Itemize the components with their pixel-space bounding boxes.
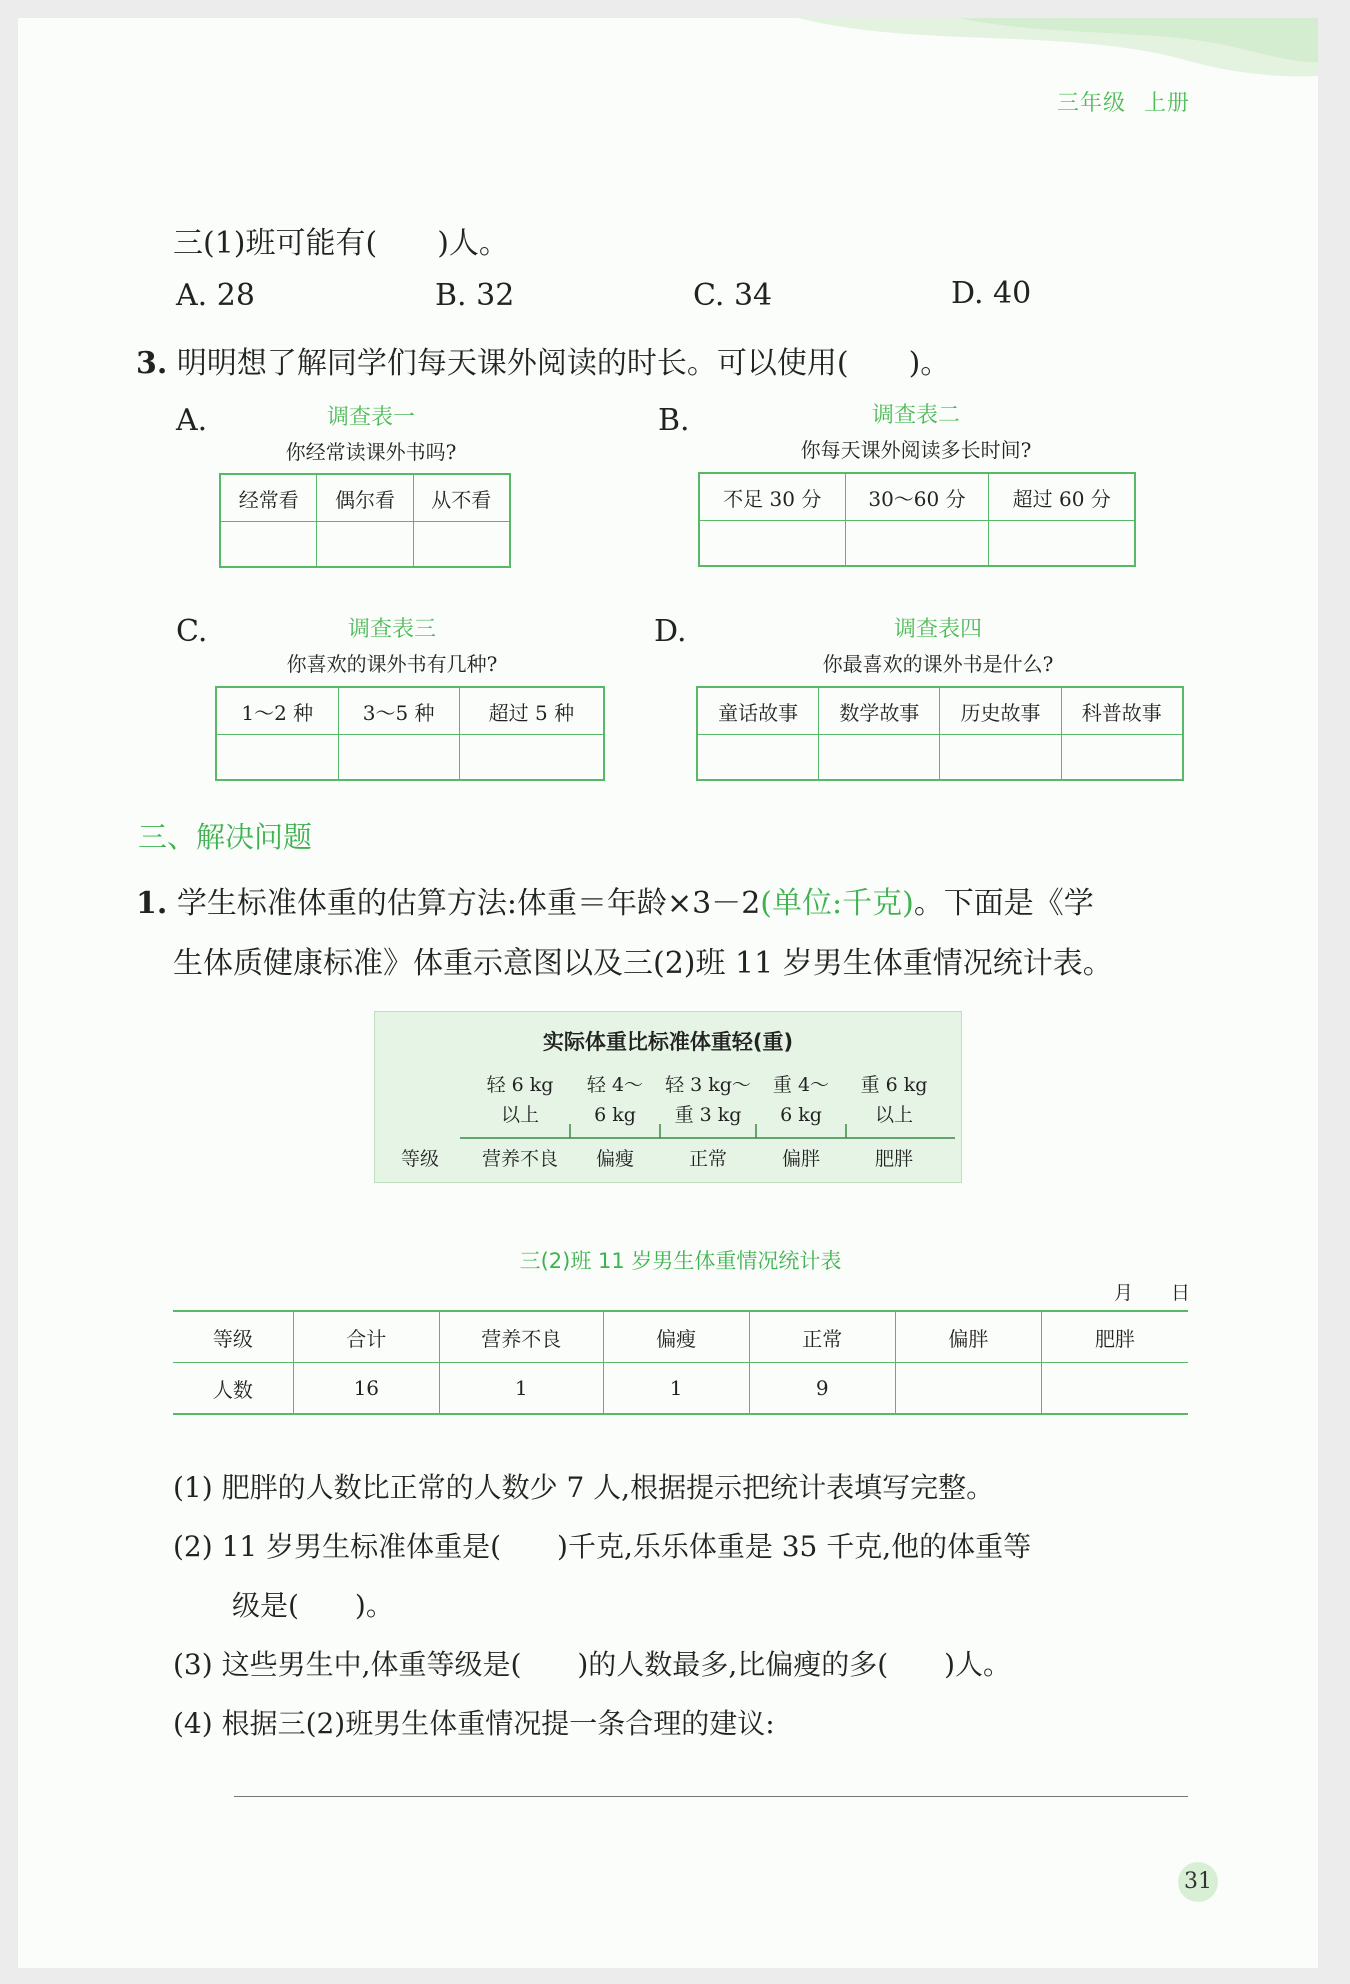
survey-b-cell bbox=[845, 521, 989, 567]
survey-d-cell bbox=[940, 735, 1061, 781]
survey-a-cell bbox=[220, 522, 317, 568]
grade-4: 偏胖 bbox=[781, 1148, 820, 1170]
subquestion-1: (1) 肥胖的人数比正常的人数少 7 人,根据提示把统计表填写完整。 bbox=[173, 1471, 995, 1504]
problem1-line1: 1. 学生标准体重的估算方法:体重＝年龄×3－2(单位:千克)。下面是《学 bbox=[136, 886, 1094, 921]
section-heading: 三、解决问题 bbox=[138, 820, 313, 854]
survey-d-letter: D. bbox=[654, 614, 687, 649]
survey-b-col: 超过 60 分 bbox=[989, 473, 1135, 521]
survey-b-letter: B. bbox=[658, 403, 690, 438]
survey-a-col: 经常看 bbox=[220, 474, 317, 522]
survey-a-letter: A. bbox=[176, 403, 208, 438]
worksheet-page bbox=[18, 18, 1318, 1968]
stat-cell-blank[interactable] bbox=[895, 1363, 1041, 1415]
stat-header: 合计 bbox=[293, 1311, 439, 1363]
survey-c-title: 调查表三 bbox=[347, 617, 436, 642]
header-decoration bbox=[758, 18, 1318, 108]
survey-d-cell bbox=[819, 735, 940, 781]
survey-c-letter: C. bbox=[176, 614, 208, 649]
q2-option-d: D. 40 bbox=[951, 276, 1032, 311]
survey-d-title: 调查表四 bbox=[893, 617, 982, 642]
survey-c-table bbox=[215, 686, 605, 781]
range-1: 轻 6 kg 以上 bbox=[486, 1074, 554, 1126]
survey-a-table bbox=[219, 473, 511, 568]
subquestion-2: (2) 11 岁男生标准体重是( )千克,乐乐体重是 35 千克,他的体重等 bbox=[173, 1530, 1032, 1563]
weight-standard-diagram bbox=[374, 1011, 962, 1183]
grade-3: 正常 bbox=[688, 1148, 727, 1170]
grade-label: 三年级 上册 bbox=[1056, 91, 1190, 116]
stat-header: 等级 bbox=[173, 1311, 293, 1363]
page-number: 31 bbox=[1178, 1862, 1218, 1902]
survey-a-col: 偶尔看 bbox=[317, 474, 413, 522]
survey-a-col: 从不看 bbox=[413, 474, 510, 522]
survey-b-col: 30～60 分 bbox=[845, 473, 989, 521]
range-5: 重 6 kg 以上 bbox=[860, 1074, 928, 1126]
range-2: 轻 4～ 6 kg bbox=[586, 1074, 644, 1126]
survey-c-col: 1～2 种 bbox=[216, 687, 338, 735]
stat-cell: 1 bbox=[603, 1363, 749, 1415]
survey-d-question: 你最喜欢的课外书是什么? bbox=[822, 652, 1054, 676]
survey-c-col: 超过 5 种 bbox=[459, 687, 604, 735]
stat-cell: 9 bbox=[749, 1363, 895, 1415]
range-3: 轻 3 kg～ 重 3 kg bbox=[665, 1074, 751, 1126]
survey-c-col: 3～5 种 bbox=[338, 687, 459, 735]
survey-b-col: 不足 30 分 bbox=[699, 473, 845, 521]
survey-d-cell bbox=[697, 735, 819, 781]
survey-c-cell bbox=[338, 735, 459, 781]
q2-stem: 三(1)班可能有( )人。 bbox=[173, 226, 509, 261]
survey-c-cell bbox=[216, 735, 338, 781]
survey-c-cell bbox=[459, 735, 604, 781]
diagram-title: 实际体重比标准体重轻(重) bbox=[542, 1030, 794, 1054]
subquestion-4: (4) 根据三(2)班男生体重情况提一条合理的建议: bbox=[173, 1707, 775, 1740]
survey-b-question: 你每天课外阅读多长时间? bbox=[800, 438, 1032, 462]
grade-5: 肥胖 bbox=[874, 1148, 913, 1170]
survey-b-cell bbox=[989, 521, 1135, 567]
survey-c-question: 你喜欢的课外书有几种? bbox=[286, 652, 498, 676]
survey-a-title: 调查表一 bbox=[326, 405, 415, 430]
problem1-line2: 生体质健康标准》体重示意图以及三(2)班 11 岁男生体重情况统计表。 bbox=[173, 946, 1113, 981]
survey-a-cell bbox=[317, 522, 413, 568]
stat-table bbox=[173, 1310, 1188, 1415]
q2-option-a: A. 28 bbox=[176, 278, 255, 313]
q2-option-c: C. 34 bbox=[693, 278, 773, 313]
stat-header: 正常 bbox=[749, 1311, 895, 1363]
stat-table-title: 三(2)班 11 岁男生体重情况统计表 bbox=[519, 1249, 842, 1273]
stat-header: 偏瘦 bbox=[603, 1311, 749, 1363]
survey-d-col: 历史故事 bbox=[940, 687, 1061, 735]
answer-line[interactable] bbox=[234, 1796, 1188, 1797]
q3-question: 3. 明明想了解同学们每天课外阅读的时长。可以使用( )。 bbox=[136, 346, 951, 381]
stat-cell: 人数 bbox=[212, 1377, 253, 1402]
stat-cell-blank[interactable] bbox=[1041, 1363, 1188, 1415]
survey-a-question: 你经常读课外书吗? bbox=[285, 440, 457, 464]
survey-d-col: 科普故事 bbox=[1061, 687, 1183, 735]
range-4: 重 4～ 6 kg bbox=[772, 1074, 830, 1126]
subquestion-3: (3) 这些男生中,体重等级是( )的人数最多,比偏瘦的多( )人。 bbox=[173, 1648, 1012, 1681]
survey-d-table bbox=[696, 686, 1184, 781]
stat-header: 偏胖 bbox=[895, 1311, 1041, 1363]
stat-header: 肥胖 bbox=[1041, 1311, 1188, 1363]
survey-a-cell bbox=[413, 522, 510, 568]
survey-b-title: 调查表二 bbox=[871, 403, 960, 428]
stat-table-date: 月 日 bbox=[1113, 1282, 1190, 1304]
stat-cell: 1 bbox=[439, 1363, 603, 1415]
q2-option-b: B. 32 bbox=[435, 278, 515, 313]
survey-d-cell bbox=[1061, 735, 1183, 781]
stat-cell: 16 bbox=[293, 1363, 439, 1415]
survey-b-table bbox=[698, 472, 1136, 567]
grade-1: 营养不良 bbox=[481, 1148, 558, 1170]
survey-b-cell bbox=[699, 521, 845, 567]
grade-axis-label: 等级 bbox=[401, 1148, 440, 1170]
survey-d-col: 数学故事 bbox=[819, 687, 940, 735]
grade-2: 偏瘦 bbox=[595, 1148, 634, 1170]
stat-header: 营养不良 bbox=[439, 1311, 603, 1363]
subquestion-2-cont: 级是( )。 bbox=[232, 1589, 394, 1622]
survey-d-col: 童话故事 bbox=[697, 687, 819, 735]
